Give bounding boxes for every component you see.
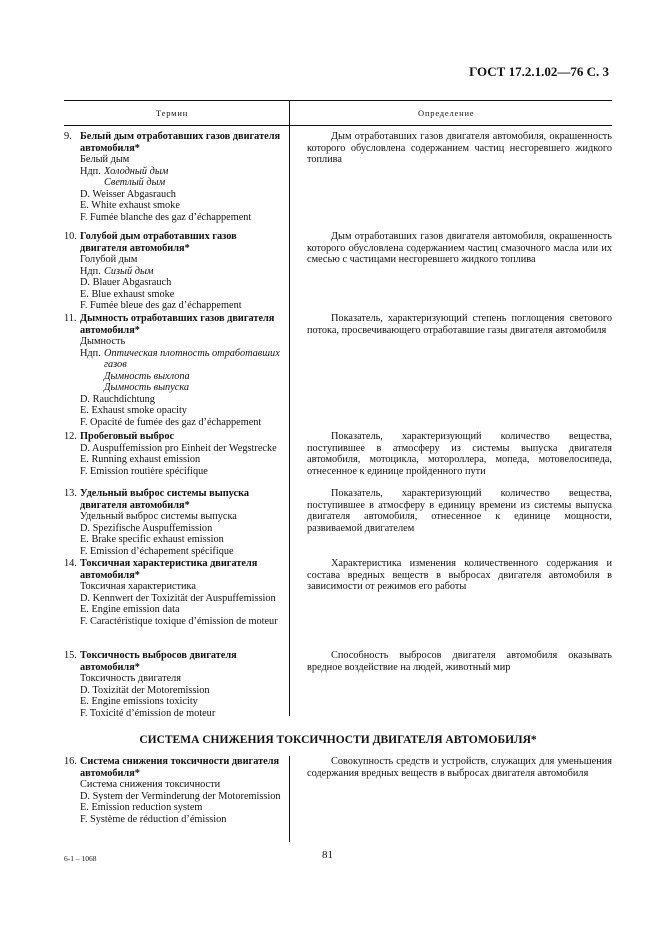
header-divider [289, 100, 290, 125]
table-row [64, 231, 612, 313]
term-en: E. White exhaust smoke [80, 200, 180, 211]
term-synonym: Система снижения токсичности [80, 779, 221, 790]
ndp-item: Сизый дым [104, 265, 154, 277]
term-not-allowed [64, 166, 285, 189]
term-en: E. Blue exhaust smoke [80, 288, 175, 300]
section-table [64, 756, 612, 825]
column-header-term: Термин [156, 108, 189, 118]
ndp-item: Светлый дым [104, 177, 166, 188]
ndp-item: Оптическая плотность отработавших газов [104, 347, 280, 370]
definition-cell: Показатель, характеризующий количество вещества, поступившее в атмосферу в единицу времени из системы выпуска двигателя автомобиля, отнесенное к единице мощности, развиваемой двигателем [307, 488, 612, 534]
term-en: E. Engine emissions toxicity [80, 696, 198, 707]
term-number: 15. [64, 650, 77, 661]
ndp-item: Дымность выпуска [104, 382, 190, 393]
term-cell [64, 313, 285, 428]
term-cell [64, 231, 285, 312]
term-title: Пробеговый выброс [80, 431, 175, 442]
terms-table [64, 131, 612, 720]
definition-cell: Показатель, характеризующий количество вещества, поступившее в атмосферу из системы выпуска двигателя автомобиля, мотоцикла, мотороллера, мопеда, мотовелосипеда, отнесенное к единице пройденного пути [307, 431, 612, 477]
section-title: СИСТЕМА СНИЖЕНИЯ ТОКСИЧНОСТИ ДВИГАТЕЛЯ АВТОМОБИЛЯ* [139, 734, 537, 746]
definition-cell: Совокупность средств и устройств, служащих для уменьшения содержания вредных веществ в выбросах двигателя автомобиля [307, 756, 612, 779]
table-row [64, 488, 612, 558]
term-en: E. Brake specific exhaust emission [80, 534, 224, 545]
ndp-label: Ндп. [80, 347, 101, 359]
table-row [64, 650, 612, 720]
ndp-label: Ндп. [80, 265, 101, 277]
term-de: D. Spezifische Auspuffemission [80, 522, 213, 534]
term-synonym: Дымность [80, 336, 126, 347]
term-cell [64, 131, 285, 223]
term-cell [64, 756, 285, 825]
term-number: 13. [64, 488, 77, 499]
ndp-item: Дымность выхлопа [104, 370, 190, 382]
term-fr: F. Système de réduction d’émission [80, 813, 227, 825]
term-title: Токсичная характеристика двигателя автомобиля* [80, 558, 258, 581]
ndp-label: Ндп. [80, 165, 101, 177]
definition-cell: Характеристика изменения количественного содержания и состава вредных веществ в выбросах двигателя автомобиля в зависимости от режимов его работы [307, 558, 612, 592]
term-number: 11. [64, 313, 77, 324]
term-title: Система снижения токсичности двигателя автомобиля* [80, 756, 280, 779]
header-rule [64, 125, 612, 126]
term-en: E. Emission reduction system [80, 802, 203, 813]
term-synonym: Белый дым [80, 154, 130, 165]
term-title: Белый дым отработавших газов двигателя автомобиля* [80, 131, 281, 154]
definition-cell: Способность выбросов двигателя автомобиля оказывать вредное воздействие на людей, животный мир [307, 650, 612, 673]
term-title: Голубой дым отработавших газов двигателя автомобиля* [80, 231, 237, 254]
term-synonym: Голубой дым [80, 254, 138, 265]
term-title: Удельный выброс системы выпуска двигателя автомобиля* [80, 488, 250, 511]
term-fr: F. Emission d’échapement spécifique [80, 545, 234, 557]
term-cell [64, 558, 285, 627]
page-number: 81 [322, 849, 333, 861]
term-fr: F. Toxicité d’émission de moteur [80, 707, 216, 719]
term-cell [64, 488, 285, 557]
term-de: D. Auspuffemission pro Einheit der Wegstrecke [80, 442, 277, 454]
term-number: 14. [64, 558, 77, 569]
term-en: E. Exhaust smoke opacity [80, 405, 187, 416]
term-number: 10. [64, 231, 77, 242]
top-rule [64, 100, 612, 101]
term-title: Дымность отработавших газов двигателя автомобиля* [80, 313, 275, 336]
column-header-definition: Определение [418, 108, 475, 118]
term-number: 12. [64, 431, 77, 442]
term-fr: F. Opacité de fumée des gaz d’échappement [80, 416, 262, 428]
term-de: D. Toxizität der Motoremission [80, 684, 210, 696]
table-row [64, 756, 612, 825]
term-synonym: Удельный выброс системы выпуска [80, 511, 237, 522]
definition-cell: Дым отработавших газов двигателя автомобиля, окрашенность которого обусловлена содержанием частиц смазочного масла или их смесью с частицами несгоревшего жидкого топлива [307, 231, 612, 265]
table-row [64, 431, 612, 488]
term-de: D. Weisser Abgasrauch [80, 188, 176, 200]
term-synonym: Токсичная характеристика [80, 581, 196, 592]
term-de: D. Rauchdichtung [80, 393, 155, 405]
term-de: D. Blauer Abgasrauch [80, 277, 172, 288]
table-row [64, 131, 612, 231]
term-title: Токсичность выбросов двигателя автомобиля* [80, 650, 237, 673]
term-de: D. Kennwert der Toxizität der Auspuffemission [80, 592, 276, 604]
term-fr: F. Emission routière spécifique [80, 465, 208, 477]
table-row [64, 558, 612, 650]
print-code: 6-1 – 1068 [64, 854, 97, 863]
term-en: E. Running exhaust emission [80, 454, 201, 465]
term-not-allowed [64, 348, 285, 394]
term-fr: F. Fumée bleue des gaz d’échappement [80, 300, 242, 311]
term-cell [64, 431, 285, 477]
term-number: 9. [64, 131, 72, 142]
term-de: D. System der Verminderung der Motoremission [80, 790, 281, 802]
definition-cell: Дым отработавших газов двигателя автомобиля, окрашенность которого обусловлена содержанием частиц несгоревшего жидкого топлива [307, 131, 612, 165]
term-en: E. Engine emission data [80, 604, 180, 615]
term-synonym: Токсичность двигателя [80, 673, 182, 684]
term-number: 16. [64, 756, 77, 767]
definition-cell: Показатель, характеризующий степень поглощения светового потока, просвечивающего отработавшие газы двигателя автомобиля [307, 313, 612, 336]
term-cell [64, 650, 285, 719]
page-header: ГОСТ 17.2.1.02—76 С. 3 [469, 64, 609, 79]
term-not-allowed [64, 266, 285, 278]
table-row [64, 313, 612, 431]
term-fr: F. Fumée blanche des gaz d’échappement [80, 211, 252, 223]
ndp-item: Холодный дым [104, 165, 169, 177]
term-fr: F. Caractéristique toxique d’émission de moteur [80, 615, 278, 627]
